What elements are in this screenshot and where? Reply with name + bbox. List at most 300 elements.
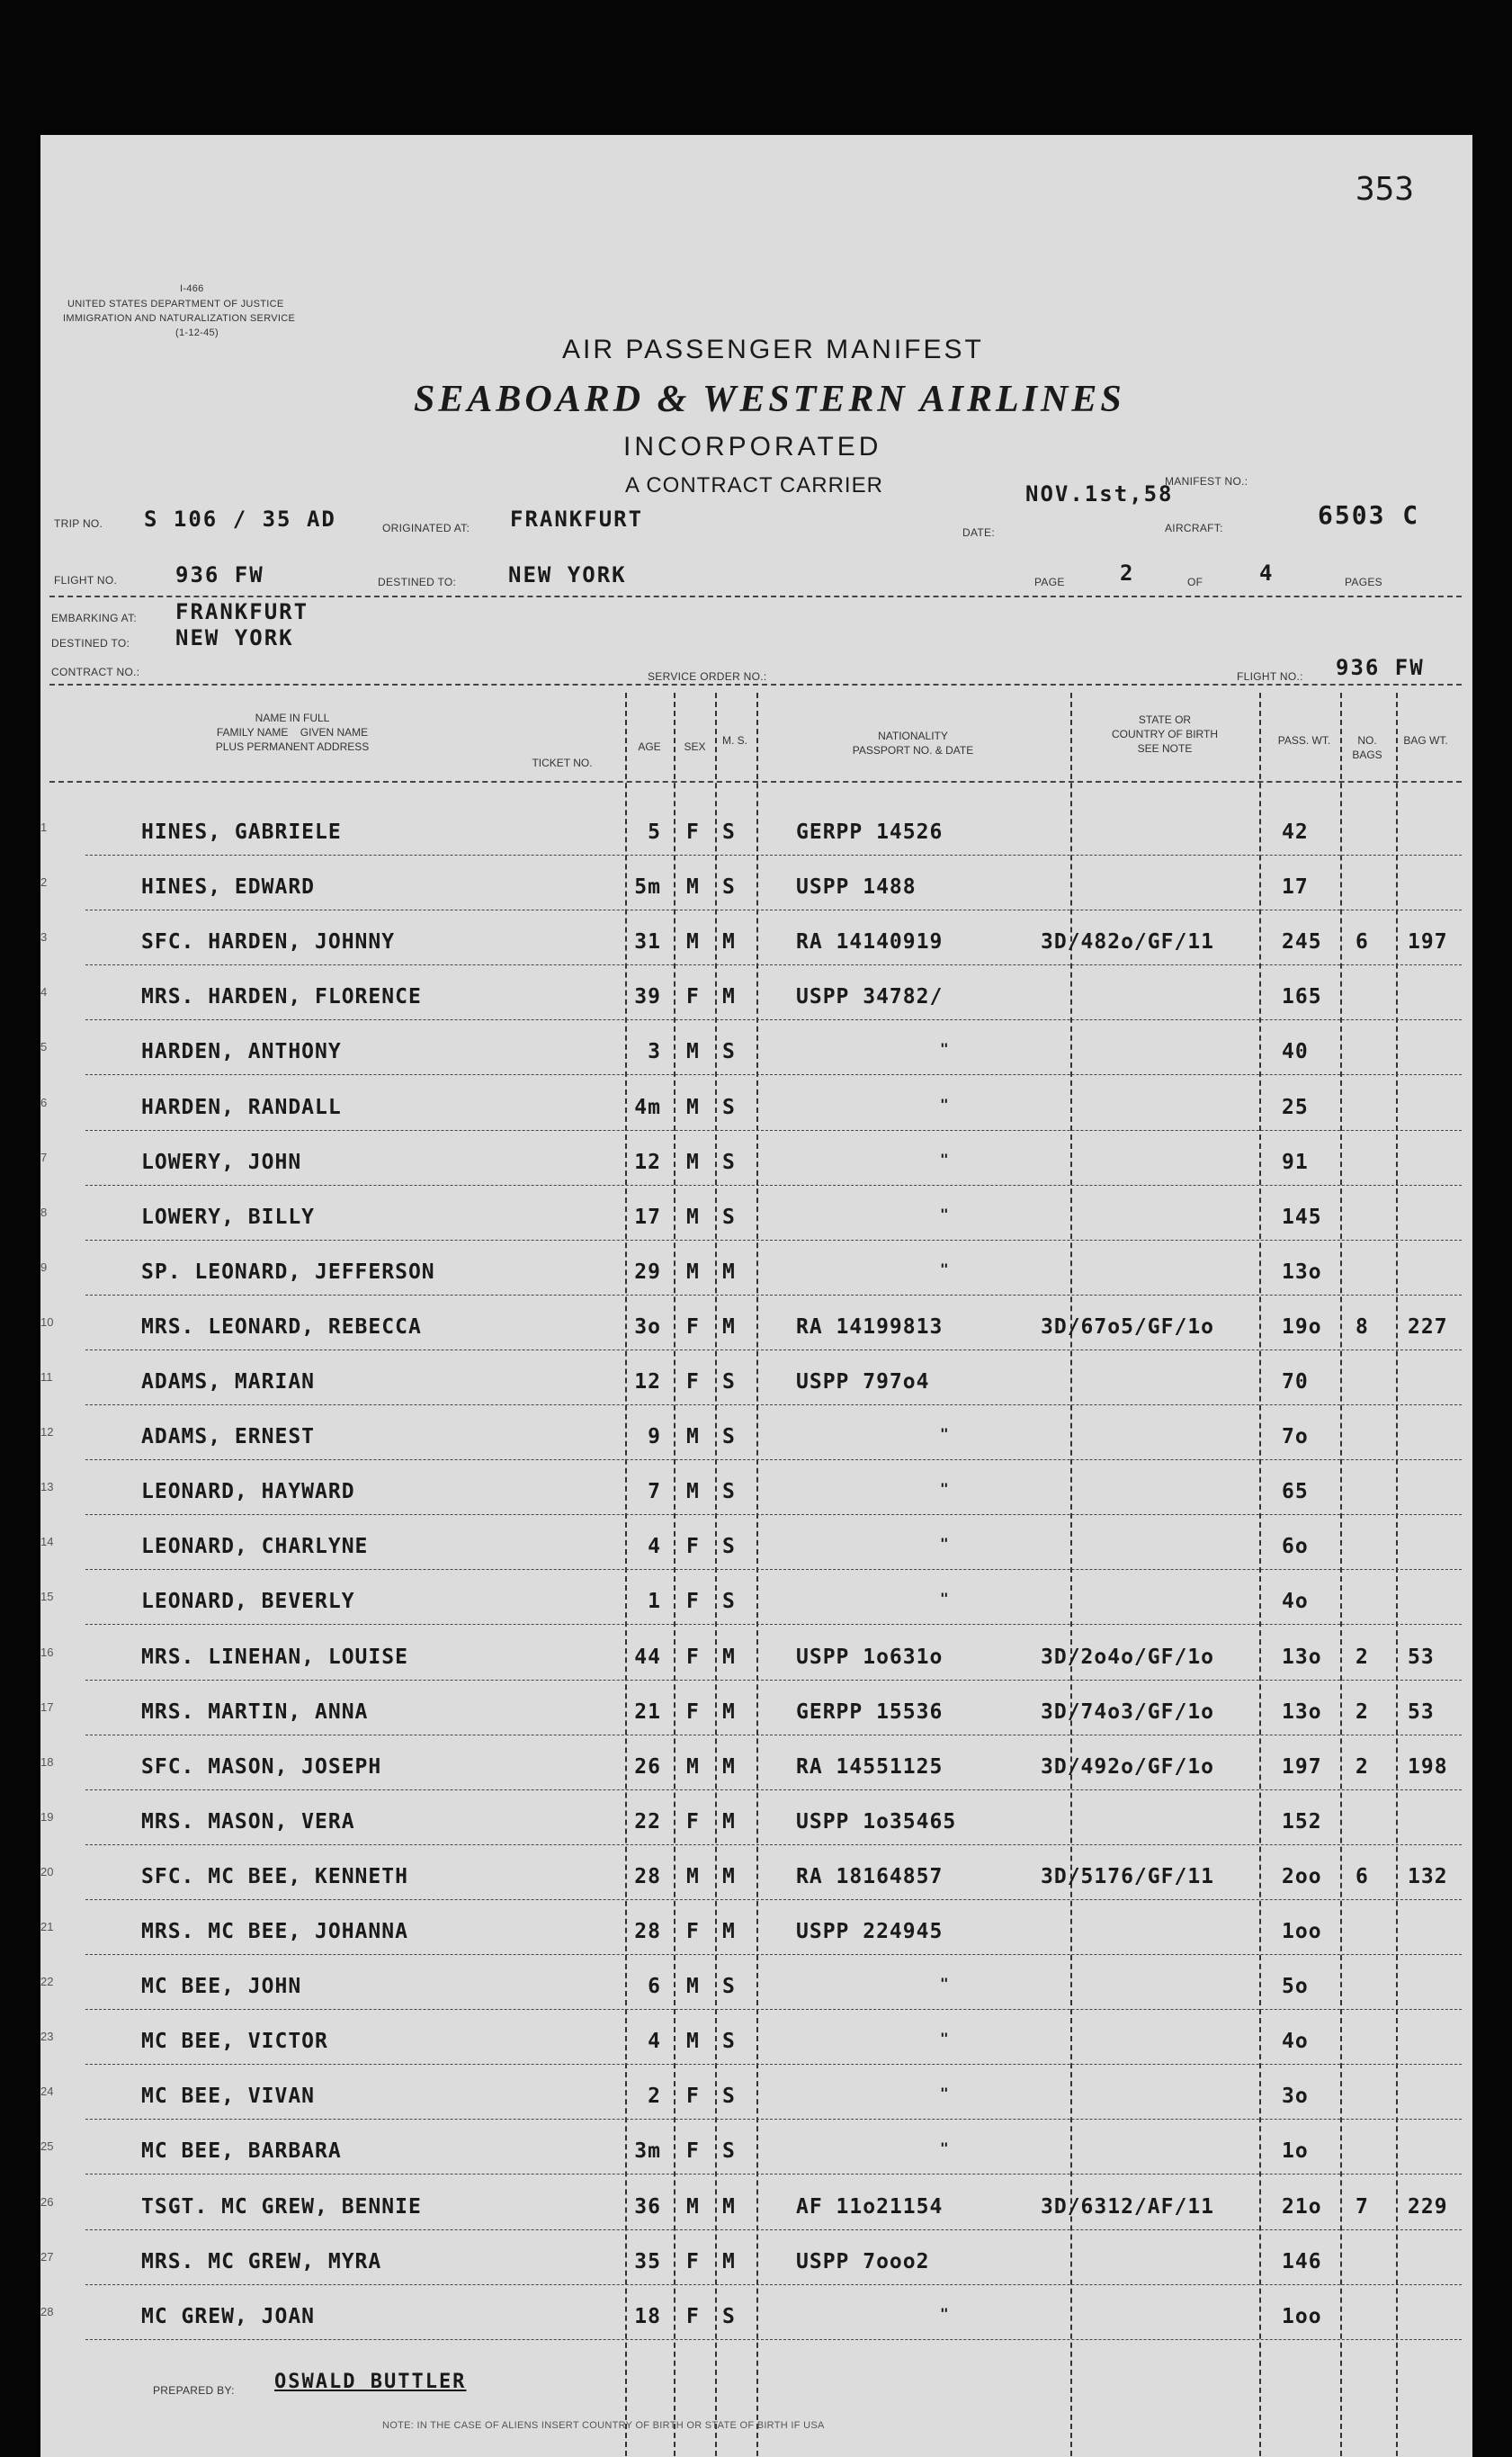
passenger-marital-status: S — [722, 2139, 736, 2164]
passenger-marital-status: M — [722, 1809, 736, 1834]
passenger-passport: USPP 1o631o — [796, 1645, 944, 1669]
row-divider — [85, 855, 1462, 856]
table-row — [40, 1746, 1472, 1801]
passenger-bags: 7 — [1355, 2194, 1369, 2219]
passenger-birth: 3D/5176/GF/11 — [1041, 1864, 1215, 1888]
passenger-sex: M — [686, 1864, 700, 1888]
table-row — [40, 976, 1472, 1031]
passenger-age: 3m — [634, 2139, 661, 2164]
passenger-sex: F — [686, 2249, 700, 2273]
table-row — [40, 1087, 1472, 1142]
passenger-bags: 2 — [1355, 1754, 1369, 1779]
passenger-marital-status: S — [722, 1150, 736, 1174]
table-row — [40, 866, 1472, 921]
row-number: 25 — [40, 2139, 54, 2154]
airline-name: SEABOARD & WESTERN AIRLINES — [414, 379, 1125, 420]
row-number: 27 — [40, 2249, 54, 2264]
col-sex-header: SEX — [684, 740, 706, 753]
passenger-age: 7 — [648, 1480, 661, 1504]
passenger-name: LOWERY, BILLY — [141, 1205, 316, 1229]
passenger-passport: USPP 7ooo2 — [796, 2249, 930, 2273]
passenger-weight: 17 — [1282, 875, 1309, 900]
table-row — [40, 1526, 1472, 1581]
passenger-passport: GERPP 15536 — [796, 1699, 944, 1724]
passenger-bag-weight: 227 — [1408, 1314, 1448, 1339]
passenger-bag-weight: 198 — [1408, 1754, 1448, 1779]
table-row — [40, 2241, 1472, 2296]
incorporated-label: INCORPORATED — [623, 432, 882, 462]
passenger-age: 6 — [648, 1975, 661, 1999]
col-nationality-header: NATIONALITY PASSPORT NO. & DATE — [852, 730, 974, 757]
passenger-weight: 4o — [1282, 2030, 1309, 2054]
passenger-name: LOWERY, JOHN — [141, 1150, 302, 1174]
passenger-sex: M — [686, 1040, 700, 1064]
manifest-no-label: MANIFEST NO.: — [1165, 475, 1248, 488]
passenger-passport: " — [940, 1095, 950, 1113]
separator-header-top — [49, 684, 1462, 686]
passenger-weight: 21o — [1282, 2194, 1322, 2219]
passenger-passport: " — [940, 1205, 950, 1223]
passenger-passport: " — [940, 1535, 950, 1553]
passenger-weight: 146 — [1282, 2249, 1322, 2273]
table-row — [40, 1691, 1472, 1746]
passenger-marital-status: S — [722, 2304, 736, 2328]
passenger-sex: F — [686, 1314, 700, 1339]
table-row — [40, 1197, 1472, 1251]
row-divider — [85, 1569, 1462, 1570]
passenger-marital-status: M — [722, 1754, 736, 1779]
row-number: 24 — [40, 2085, 54, 2099]
passenger-passport: " — [940, 1040, 950, 1058]
passenger-marital-status: S — [722, 1425, 736, 1449]
passenger-sex: M — [686, 1150, 700, 1174]
passenger-age: 3o — [634, 1314, 661, 1339]
row-number: 13 — [40, 1480, 54, 1494]
passenger-bags: 8 — [1355, 1314, 1369, 1339]
page-value: 2 — [1120, 560, 1135, 586]
passenger-weight: 40 — [1282, 1040, 1309, 1064]
pages-total: 4 — [1259, 560, 1275, 586]
passenger-passport: RA 14199813 — [796, 1314, 944, 1339]
col-name-header: NAME IN FULL FAMILY NAME GIVEN NAME PLUS PERMANENT ADDRESS — [215, 712, 370, 753]
passenger-passport: " — [940, 1975, 950, 1993]
returning: NEW YORK — [175, 625, 294, 650]
passenger-name: HINES, GABRIELE — [141, 820, 342, 844]
table-row — [40, 2021, 1472, 2076]
passenger-marital-status: S — [722, 1480, 736, 1504]
form-code: I-466 — [180, 283, 204, 294]
col-ms-header: M. S. — [721, 734, 747, 747]
passenger-passport: USPP 34782/ — [796, 985, 944, 1009]
passenger-weight: 152 — [1282, 1809, 1322, 1834]
passenger-age: 5m — [634, 875, 661, 900]
passenger-passport: " — [940, 1590, 950, 1608]
passenger-sex: M — [686, 1205, 700, 1229]
prepared-by: OSWALD BUTTLER — [274, 2371, 467, 2393]
passenger-age: 2 — [648, 2085, 661, 2109]
passenger-passport: " — [940, 1150, 950, 1168]
row-number: 15 — [40, 1590, 54, 1604]
page-number: 353 — [1355, 171, 1415, 208]
col-wt-header: PASS. WT. — [1277, 734, 1331, 747]
passenger-marital-status: M — [722, 1314, 736, 1339]
passenger-weight: 13o — [1282, 1645, 1322, 1669]
passenger-birth: 3D/74o3/GF/1o — [1041, 1699, 1215, 1724]
row-divider — [85, 2229, 1462, 2230]
destined: NEW YORK — [508, 562, 627, 587]
row-divider — [85, 1295, 1462, 1296]
table-row — [40, 1966, 1472, 2021]
passenger-bag-weight: 229 — [1408, 2194, 1448, 2219]
trip-date: NOV.1st,58 — [1025, 481, 1174, 507]
passenger-passport: " — [940, 2030, 950, 2048]
passenger-bags: 2 — [1355, 1645, 1369, 1669]
passenger-sex: F — [686, 1370, 700, 1394]
passenger-age: 31 — [634, 930, 661, 955]
passenger-age: 28 — [634, 1864, 661, 1888]
passenger-sex: M — [686, 1425, 700, 1449]
passenger-passport: " — [940, 1480, 950, 1498]
passenger-marital-status: S — [722, 1095, 736, 1119]
table-row — [40, 2186, 1472, 2241]
passenger-passport: AF 11o21154 — [796, 2194, 944, 2219]
row-number: 4 — [40, 985, 48, 1000]
passenger-weight: 4o — [1282, 1590, 1309, 1614]
passenger-sex: M — [686, 875, 700, 900]
date-label: DATE: — [962, 526, 995, 539]
row-divider — [85, 2284, 1462, 2285]
row-divider — [85, 1019, 1462, 1020]
row-divider — [85, 1459, 1462, 1460]
separator-top — [49, 596, 1462, 597]
passenger-age: 28 — [634, 1920, 661, 1943]
table-row — [40, 1142, 1472, 1197]
row-divider — [85, 1074, 1462, 1075]
table-row — [40, 1251, 1472, 1306]
passenger-age: 9 — [648, 1425, 661, 1449]
row-number: 10 — [40, 1314, 54, 1329]
passenger-sex: M — [686, 2194, 700, 2219]
row-divider — [85, 1624, 1462, 1625]
passenger-name: SFC. HARDEN, JOHNNY — [141, 930, 396, 955]
passenger-weight: 6o — [1282, 1535, 1309, 1559]
passenger-name: MRS. MC GREW, MYRA — [141, 2249, 382, 2273]
passenger-name: SP. LEONARD, JEFFERSON — [141, 1260, 435, 1284]
trip-no-label: TRIP NO. — [54, 517, 103, 530]
destined-label: DESTINED TO: — [378, 576, 457, 588]
passenger-marital-status: S — [722, 875, 736, 900]
row-divider — [85, 2119, 1462, 2120]
row-number: 1 — [40, 820, 48, 834]
row-divider — [85, 1789, 1462, 1790]
row-number: 17 — [40, 1699, 54, 1714]
form-agency-2: IMMIGRATION AND NATURALIZATION SERVICE — [63, 313, 296, 324]
passenger-age: 29 — [634, 1260, 661, 1284]
passenger-sex: M — [686, 1095, 700, 1119]
table-row — [40, 1471, 1472, 1526]
passenger-marital-status: S — [722, 2085, 736, 2109]
originated: FRANKFURT — [510, 507, 644, 532]
passenger-name: LEONARD, HAYWARD — [141, 1480, 355, 1504]
passenger-age: 3 — [648, 1040, 661, 1064]
passenger-sex: F — [686, 1920, 700, 1943]
passenger-weight: 1o — [1282, 2139, 1309, 2164]
passenger-weight: 42 — [1282, 820, 1309, 844]
row-number: 22 — [40, 1975, 54, 1989]
passenger-marital-status: M — [722, 1645, 736, 1669]
passenger-age: 35 — [634, 2249, 661, 2273]
passenger-sex: F — [686, 2139, 700, 2164]
passenger-passport: " — [940, 1425, 950, 1443]
row-divider — [85, 2064, 1462, 2065]
passenger-sex: F — [686, 985, 700, 1009]
row-number: 8 — [40, 1205, 48, 1219]
passenger-age: 22 — [634, 1809, 661, 1834]
passenger-marital-status: S — [722, 2030, 736, 2054]
passenger-marital-status: M — [722, 2194, 736, 2219]
embarking: FRANKFURT — [175, 599, 309, 624]
originated-label: ORIGINATED AT: — [382, 522, 470, 534]
passenger-marital-status: S — [722, 1535, 736, 1559]
passenger-sex: F — [686, 1645, 700, 1669]
passenger-sex: F — [686, 820, 700, 844]
flight-no2: 936 FW — [1336, 655, 1425, 680]
passenger-sex: M — [686, 1754, 700, 1779]
row-divider — [85, 964, 1462, 965]
row-divider — [85, 1240, 1462, 1241]
passenger-age: 12 — [634, 1370, 661, 1394]
passenger-weight: 5o — [1282, 1975, 1309, 1999]
passenger-marital-status: S — [722, 1205, 736, 1229]
table-row — [40, 2076, 1472, 2130]
passenger-passport: USPP 1488 — [796, 875, 917, 900]
row-divider — [85, 1954, 1462, 1955]
passenger-sex: M — [686, 1260, 700, 1284]
passenger-age: 44 — [634, 1645, 661, 1669]
passenger-name: SFC. MC BEE, KENNETH — [141, 1864, 408, 1888]
passenger-marital-status: M — [722, 2249, 736, 2273]
footer-note: NOTE: IN THE CASE OF ALIENS INSERT COUNTRY OF BIRTH OR STATE OF BIRTH IF USA — [382, 2420, 825, 2431]
passenger-marital-status: S — [722, 1590, 736, 1614]
row-number: 12 — [40, 1425, 54, 1439]
table-row — [40, 812, 1472, 866]
passenger-sex: F — [686, 2085, 700, 2109]
passenger-sex: M — [686, 1975, 700, 1999]
passenger-name: MRS. MC BEE, JOHANNA — [141, 1920, 408, 1943]
passenger-name: MC BEE, VICTOR — [141, 2030, 328, 2054]
table-row — [40, 1801, 1472, 1856]
row-divider — [85, 1514, 1462, 1515]
trip-no: S 106 / 35 AD — [144, 507, 336, 532]
passenger-bag-weight: 53 — [1408, 1645, 1435, 1669]
passenger-weight: 13o — [1282, 1260, 1322, 1284]
table-row — [40, 1637, 1472, 1691]
passenger-birth: 3D/6312/AF/11 — [1041, 2194, 1215, 2219]
row-number: 7 — [40, 1150, 48, 1164]
passenger-age: 1 — [648, 1590, 661, 1614]
passenger-sex: M — [686, 1480, 700, 1504]
row-number: 16 — [40, 1645, 54, 1659]
passenger-sex: F — [686, 1809, 700, 1834]
row-number: 11 — [40, 1370, 53, 1384]
passenger-marital-status: M — [722, 1699, 736, 1724]
passenger-name: MRS. LINEHAN, LOUISE — [141, 1645, 408, 1669]
page-label: PAGE — [1034, 576, 1065, 588]
row-number: 28 — [40, 2304, 54, 2318]
passenger-passport: RA 14140919 — [796, 930, 944, 955]
passenger-marital-status: M — [722, 1260, 736, 1284]
passenger-bags: 6 — [1355, 1864, 1369, 1888]
form-agency-1: UNITED STATES DEPARTMENT OF JUSTICE — [67, 299, 284, 309]
table-row — [40, 921, 1472, 976]
passenger-weight: 19o — [1282, 1314, 1322, 1339]
passenger-bag-weight: 132 — [1408, 1864, 1448, 1888]
passenger-sex: F — [686, 1699, 700, 1724]
passenger-age: 26 — [634, 1754, 661, 1779]
table-row — [40, 1581, 1472, 1636]
passenger-sex: F — [686, 1590, 700, 1614]
table-row — [40, 1361, 1472, 1416]
row-divider — [85, 1899, 1462, 1900]
passenger-passport: USPP 224945 — [796, 1920, 944, 1943]
passenger-weight: 245 — [1282, 930, 1322, 955]
passenger-name: MC BEE, JOHN — [141, 1975, 302, 1999]
passenger-weight: 25 — [1282, 1095, 1309, 1119]
passenger-weight: 197 — [1282, 1754, 1322, 1779]
passenger-name: ADAMS, MARIAN — [141, 1370, 316, 1394]
carrier-type: A CONTRACT CARRIER — [625, 473, 883, 498]
passenger-birth: 3D/492o/GF/1o — [1041, 1754, 1215, 1779]
passenger-marital-status: S — [722, 1040, 736, 1064]
passenger-marital-status: S — [722, 820, 736, 844]
passenger-weight: 3o — [1282, 2085, 1309, 2109]
passenger-bags: 2 — [1355, 1699, 1369, 1724]
passenger-weight: 2oo — [1282, 1864, 1322, 1888]
col-bags-header: NO. BAGS — [1352, 734, 1382, 761]
row-divider — [85, 1130, 1462, 1131]
passenger-age: 4 — [648, 2030, 661, 2054]
passenger-age: 18 — [634, 2304, 661, 2328]
passenger-name: SFC. MASON, JOSEPH — [141, 1754, 382, 1779]
passenger-age: 5 — [648, 820, 661, 844]
row-number: 18 — [40, 1754, 54, 1769]
passenger-weight: 1oo — [1282, 1920, 1322, 1943]
table-row — [40, 1856, 1472, 1911]
passenger-passport: USPP 797o4 — [796, 1370, 930, 1394]
row-number: 21 — [40, 1920, 54, 1933]
passenger-name: LEONARD, CHARLYNE — [141, 1535, 369, 1559]
row-number: 3 — [40, 930, 48, 945]
table-row — [40, 2296, 1472, 2351]
passenger-name: MRS. MASON, VERA — [141, 1809, 355, 1834]
passenger-birth: 3D/67o5/GF/1o — [1041, 1314, 1215, 1339]
passenger-marital-status: S — [722, 1370, 736, 1394]
passenger-bags: 6 — [1355, 930, 1369, 955]
passenger-age: 36 — [634, 2194, 661, 2219]
passenger-age: 4m — [634, 1095, 661, 1119]
passenger-passport: " — [940, 2304, 950, 2322]
passenger-marital-status: M — [722, 930, 736, 955]
passenger-marital-status: S — [722, 1975, 736, 1999]
row-number: 20 — [40, 1864, 54, 1879]
row-number: 2 — [40, 875, 48, 890]
passenger-name: MC BEE, BARBARA — [141, 2139, 342, 2164]
row-divider — [85, 1680, 1462, 1681]
table-row — [40, 1911, 1472, 1966]
of-label: OF — [1187, 576, 1203, 588]
row-divider — [85, 1185, 1462, 1186]
passenger-weight: 165 — [1282, 985, 1322, 1009]
form-date: (1-12-45) — [175, 327, 219, 338]
flight-no: 936 FW — [175, 562, 264, 587]
passenger-name: LEONARD, BEVERLY — [141, 1590, 355, 1614]
service-order-label: SERVICE ORDER NO.: — [648, 670, 767, 683]
passenger-weight: 145 — [1282, 1205, 1322, 1229]
passenger-age: 12 — [634, 1150, 661, 1174]
passenger-name: TSGT. MC GREW, BENNIE — [141, 2194, 422, 2219]
passenger-birth: 3D/2o4o/GF/1o — [1041, 1645, 1215, 1669]
pages-label: PAGES — [1345, 576, 1382, 588]
passenger-name: ADAMS, ERNEST — [141, 1425, 316, 1449]
row-divider — [85, 2339, 1462, 2340]
passenger-name: MC BEE, VIVAN — [141, 2085, 316, 2109]
returning-label: DESTINED TO: — [51, 637, 130, 650]
passenger-weight: 91 — [1282, 1150, 1309, 1174]
table-row — [40, 2130, 1472, 2185]
passenger-weight: 65 — [1282, 1480, 1309, 1504]
row-number: 9 — [40, 1260, 48, 1274]
passenger-age: 17 — [634, 1205, 661, 1229]
row-divider — [85, 1844, 1462, 1845]
passenger-bag-weight: 197 — [1408, 930, 1448, 955]
passenger-passport: " — [940, 2139, 950, 2157]
row-divider — [85, 2174, 1462, 2175]
passenger-name: MRS. LEONARD, REBECCA — [141, 1314, 422, 1339]
passenger-marital-status: M — [722, 985, 736, 1009]
passenger-sex: F — [686, 1535, 700, 1559]
passenger-passport: " — [940, 2085, 950, 2103]
passenger-name: MRS. MARTIN, ANNA — [141, 1699, 369, 1724]
row-number: 23 — [40, 2030, 54, 2044]
manifest-sheet — [40, 135, 1472, 2457]
passenger-passport: " — [940, 1260, 950, 1278]
col-birth-header: STATE OR COUNTRY OF BIRTH SEE NOTE — [1111, 713, 1218, 755]
passenger-name: HARDEN, ANTHONY — [141, 1040, 342, 1064]
passenger-marital-status: M — [722, 1864, 736, 1888]
passenger-birth: 3D/482o/GF/11 — [1041, 930, 1215, 955]
flight-no-label: FLIGHT NO. — [54, 574, 118, 587]
col-age-header: AGE — [638, 740, 661, 753]
table-row — [40, 1031, 1472, 1086]
passenger-passport: RA 18164857 — [796, 1864, 944, 1888]
passenger-sex: F — [686, 2304, 700, 2328]
separator-header-bottom — [49, 781, 1462, 783]
passenger-name: HARDEN, RANDALL — [141, 1095, 342, 1119]
row-number: 19 — [40, 1809, 54, 1824]
col-ticket-header: TICKET NO. — [532, 757, 593, 769]
prepared-label: PREPARED BY: — [153, 2384, 235, 2397]
row-divider — [85, 1404, 1462, 1405]
passenger-age: 39 — [634, 985, 661, 1009]
form-title: AIR PASSENGER MANIFEST — [562, 335, 984, 364]
passenger-weight: 70 — [1282, 1370, 1309, 1394]
passenger-name: MRS. HARDEN, FLORENCE — [141, 985, 422, 1009]
passenger-passport: USPP 1o35465 — [796, 1809, 957, 1834]
contract-label: CONTRACT NO.: — [51, 666, 140, 678]
embarking-label: EMBARKING AT: — [51, 612, 138, 624]
passenger-weight: 1oo — [1282, 2304, 1322, 2328]
row-number: 26 — [40, 2194, 54, 2209]
